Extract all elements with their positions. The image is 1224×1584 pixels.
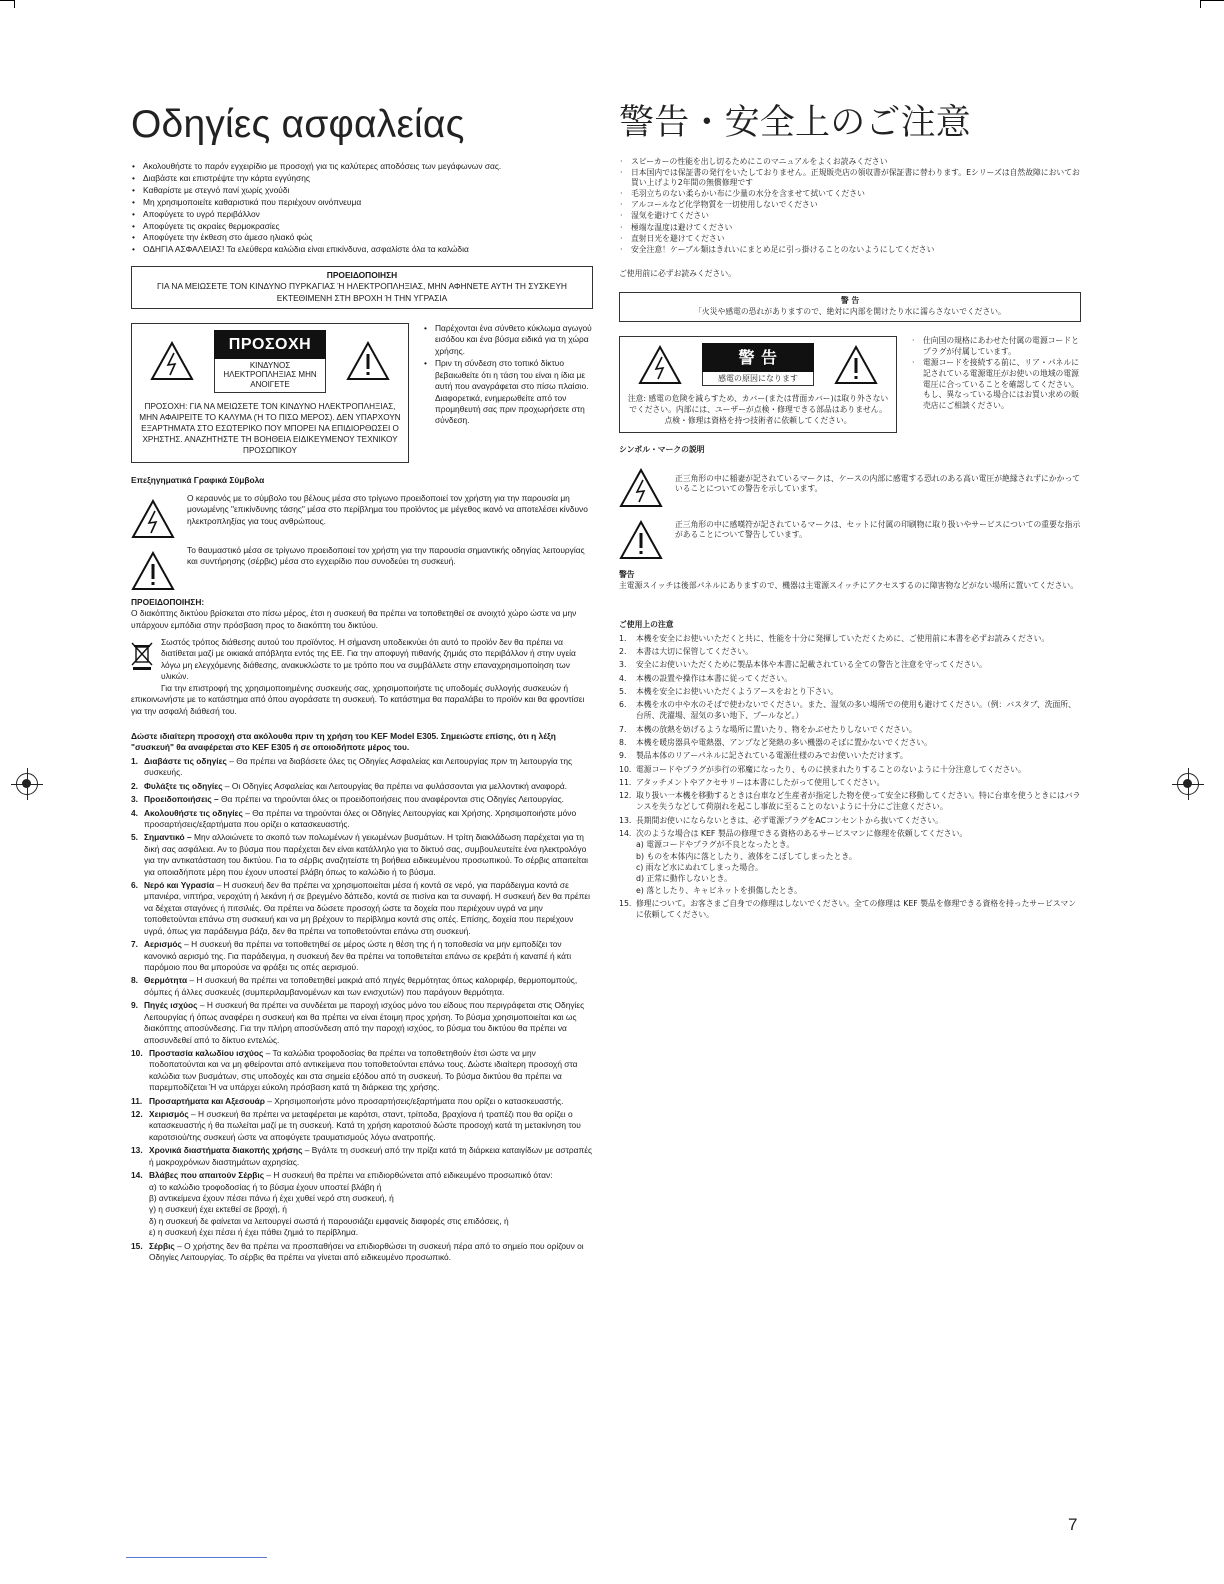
crop-mark	[1200, 0, 1224, 1]
sub-item: α) το καλώδιο τροφοδοσίας ή το βύσμα έχουν υποστεί βλάβη ή	[149, 1181, 382, 1192]
list-item: 1. 本機を安全にお使いいただくと共に、性能を十分に発揮していただくために、ご使用前に本書を必ずお読みください。	[619, 633, 1050, 643]
warning-box-japanese	[619, 292, 1081, 322]
list-item: 3. 安全にお使いいただくために製品本体や本書に記載されている全ての警告と注意を守ってください。	[619, 660, 987, 670]
list-item: 2. 本書は大切に保管してください。	[619, 646, 753, 656]
warn2-heading: 警告	[619, 569, 635, 579]
list-item: • ΟΔΗΓΙΑ ΑΣΦΑΛΕΙΑΣ! Τα ελεύθερα καλώδια είναι επικίνδυνα, ασφαλίστε όλα τα καλώδια	[131, 244, 593, 255]
sub-item: a) 電源コードやプラグが不良となったとき。	[636, 840, 795, 850]
list-item: 11. アタッチメントやアクセサリーは本書にしたがって使用してください。	[619, 777, 885, 787]
symbol-explanation	[131, 545, 593, 591]
list-item: 10. Προστασία καλωδίου ισχύος – Τα καλώδια τροφοδοσίας θα πρέπει να τοποθετηθούν έτσι ώστε να μην ποδοπατούνται και να μη φθείρονται από αντικείμενα που τοποθετούνται επάνω τους. Δώστε ιδιαίτερη προσοχή στα καλώδια των βυσμάτων, στις υποδοχές και στα σημεία εξόδου από τη συσκευή. Το βύσμα δικτύου θα πρέπει να παρεμποδίζεται Ή να υπάρχει εύκολη πρόσβαση κατά τη διάρκεια της χρήσης.	[131, 1047, 578, 1093]
warn2-text: 主電源スイッチは後部パネルにありますので、機器は主電源スイッチにアクセスするのに障害物などがない場所に置いてください。	[619, 581, 1078, 591]
list-item: • Ακολουθήστε το παρόν εγχειρίδιο με προσοχή για τις καλύτερες αποδόσεις των μεγάφωνων σας.	[131, 161, 593, 172]
lightning-triangle-icon	[150, 341, 194, 381]
list-item: 7. Αερισμός – Η συσκευή θα πρέπει να τοποθετηθεί σε μέρος ώστε η θέση της ή η τοποθεσία να μην εμποδίζει τον κανονικό αερισμό της. Για παράδειγμα, η συσκευή δεν θα πρέπει να τοποθετείται επάνω σε κρεβάτι ή καναπέ ή κάτι παρόμοιο που θα μπορούσε να φράξει τις οπές αερισμού.	[131, 939, 572, 972]
prewarn-text: Ο διακόπτης δικτύου βρίσκεται στο πίσω μέρος, έτσι η συσκευή θα πρέπει να τοποθετηθεί σε ανοιχτό χώρο ώστε να μην υπάρχουν εμπόδια στην πρόσβαση προς το διακόπτη του δικτύου.	[131, 608, 577, 630]
sub-item: δ) η συσκευή δε φαίνεται να λειτουργεί σωστά ή παρουσιάζει εμφανείς διαφορές στις επιδόσεις, ή	[149, 1215, 509, 1226]
sub-item: e) 落としたり、キャビネットを損傷したとき。	[636, 885, 802, 895]
weee-text: Σωστός τρόπος διάθεσης αυτού του προϊόντος. Η σήμανση υποδεικνύει ότι αυτό το προϊόν δεν θα πρέπει να διατίθεται μαζί με οικιακά απόβλητα εντός της ΕΕ. Για την αποφυγή πιθανής ζημιάς στο περιβάλλον ή στην υγεία λόγω μη ελεγχόμενης διάθεσης, ανακυκλώστε το με τρόπο που να συμβάλλετε στην επαναχρησιμοποίηση των υλικών.	[161, 637, 576, 682]
list-item: · 電源コードを接続する前に、リア・パネルに記されている電源電圧がお使いの地域の電源電圧に合っていることを確認してください。もし、異なっている場合にはお買い求めの販売店にご相談ください。	[911, 358, 1081, 411]
list-item: 6. 本機を水の中や水のそばで使わないでください。また、湿気の多い場所での使用も避けてください。（例：バスタブ、洗面所、台所、洗濯場、湿気の多い地下、プールなど。）	[619, 700, 1076, 721]
list-item: 4. 本機の設置や操作は本書に従ってください。	[619, 673, 792, 683]
caution-box	[131, 323, 409, 463]
lightning-triangle-icon	[619, 468, 663, 508]
caution-banner: 警 告	[702, 343, 814, 372]
list-item: 14. Βλάβες που απαιτούν Σέρβις – Η συσκευή θα πρέπει να επιδιορθώνεται από ειδικευμένο προσωπικό όταν: α) το καλώδιο τροφοδοσίας ή το βύσμα έχουν υποστεί βλάβη ή β) αντικείμενα έχουν πέσει πάνω ή έχει χυθεί νερό στη συσκευή, ή γ) η συσκευή έχει εκτεθεί σε βροχή, ή δ) η συσκευή δε φαίνεται να λειτουργεί σωστά ή παρουσιάζει εμφανείς διαφορές στις επιδόσεις, ή ε) η συσκευή έχει πέσει ή έχει πάθει ζημιά το περίβλημα.	[131, 1170, 593, 1239]
warning-box-greek	[131, 266, 593, 309]
list-item: 12. Χειρισμός – Η συσκευή θα πρέπει να μεταφέρεται με καρότσι, σταντ, τρίποδα, βραχίονα ή τραπέζι που θα ορίζει ο κατασκευαστής ή θα πωλείται μαζί με τη συσκευή. Κατά τη χρήση καροτσιού δώστε προσοχή κατά τη μετακίνηση του καροτσιού/της συσκευή ώστε να αποφύγετε τραυματισμούς λόγω ανατροπής.	[131, 1109, 581, 1142]
page-title-japanese: 警告・安全上のご注意	[619, 103, 972, 143]
list-item: 12. 取り扱い一本機を移動するときは台車など生産者が指定した物を使って安全に移動してください。特に台車を使うときにはバランスを失うなどして荷崩れを起こし事故に至ることのないように十分にご注意ください。	[619, 791, 1081, 812]
symbols-heading: Επεξηγηματικά Γραφικά Σύμβολα	[131, 475, 265, 486]
caution-banner: ΠΡΟΣΟΧΗ	[214, 330, 326, 359]
weee-section	[131, 637, 593, 683]
crop-mark	[14, 0, 15, 8]
crop-mark	[1200, 0, 1201, 8]
list-item: 13. 長期間お使いにならないときは、必ず電源プラグをACコンセントから抜いてください。	[619, 815, 943, 825]
warning-title: 警 告	[840, 295, 860, 305]
list-item: 3. Προειδοποιήσεις – Θα πρέπει να τηρούνται όλες οι προειδοποιήσεις που αναφέρονται στις Οδηγίες Λειτουργίας.	[131, 794, 564, 805]
sub-item: d) 正常に動作しないとき。	[636, 874, 732, 884]
greek-column	[131, 104, 593, 1266]
usage-heading: ご使用上の注意	[619, 620, 674, 630]
symbol-explanation	[131, 493, 593, 539]
lightning-triangle-icon	[638, 345, 682, 385]
symbol-text: Ο κεραυνός με το σύμβολο του βέλους μέσα στο τρίγωνο προειδοποιεί τον χρήστη για την παρουσία μη μονωμένης "επικίνδυνης τάσης" μέσα στο περίβλημα του προϊόντος με μέγεθος ικανό να αποτελέσει κίνδυνο ηλεκτροπληξίας για τους ανθρώπους.	[187, 492, 588, 526]
caution-small: ΚΙΝΔΥΝΟΣ ΗΛΕΚΤΡΟΠΛΗΞΙΑΣ ΜΗΝ ΑΝΟΙΓΕΤΕ	[214, 359, 326, 393]
list-item: · 毛羽立ちのない柔らかい布に少量の水分を含ませて拭いてください	[619, 189, 1081, 200]
symbol-explanation	[619, 462, 1081, 508]
attention-note: Δώστε ιδιαίτερη προσοχή στα ακόλουθα πριν τη χρήση του KEF Model E305. Σημειώστε επίσης, ότι η λέξη "συσκευή" θα αναφέρεται στο KEF E305 ή σε οποιοδήποτε μέρος του.	[131, 730, 556, 753]
list-item: 8. Θερμότητα – Η συσκευή θα πρέπει να τοποθετηθεί μακριά από πηγές θερμότητας όπως καλοριφέρ, θερμοπομπούς, σόμπες ή άλλες συσκευές (συμπεριλαμβανομένων και των ενισχυτών) που παράγουν θερμότητα.	[131, 975, 578, 997]
pre-read-note: ご使用前に必ずお読みください。	[619, 269, 736, 279]
list-item: · 湿気を避けてください	[619, 211, 1081, 222]
warning-title: ΠΡΟΕΙΔΟΠΟΙΗΣΗ	[326, 269, 398, 280]
registration-mark-left	[16, 773, 38, 795]
caution-section-japanese	[619, 336, 1081, 433]
list-item: 15. 修理について。お客さまご自身での修理はしないでください。全ての修理は KEF 製品を修理できる資格を持ったサービスマンに依頼してください。	[619, 898, 1077, 920]
caution-box	[619, 336, 897, 433]
list-item: 10. 電源コードやプラグが歩行の邪魔になったり、ものに挟まれたりすることのないように十分注意してください。	[619, 764, 1026, 774]
caution-small: 感電の原因になります	[702, 372, 814, 387]
list-item: • Αποφύγετε το υγρό περιβάλλον	[131, 209, 593, 220]
exclamation-triangle-icon	[619, 520, 663, 560]
list-item: · アルコールなど化学物質を一切使用しないでください	[619, 200, 1081, 211]
symbol-text: Το θαυμαστικό μέσα σε τρίγωνο προειδοποιεί τον χρήστη για την παρουσία σημαντικής οδηγίας λειτουργίας και συντήρησης (σέρβις) μέσα στο εγχειρίδιο που συνοδεύει τη συσκευή.	[187, 544, 585, 567]
lightning-triangle-icon	[131, 499, 175, 539]
symbol-explanation	[619, 514, 1081, 560]
crop-mark	[0, 0, 14, 1]
page-number: 7	[1068, 1515, 1078, 1534]
list-item: 5. 本機を安全にお使いいただくようアースをおとり下さい。	[619, 686, 839, 696]
list-item: 5. Σημαντικό – Μην αλλοιώνετε το σκοπό των πολωμένων ή γειωμένων βυσμάτων. Η τρίτη διακλάδωση παρέχεται για τη δική σας ασφάλεια. Αν το βύσμα που παρέχεται δεν είναι κατάλληλο για το δίκτυό σας, συμβουλευτείτε ένα ηλεκτρολόγο για την αντικατάσταση του δικτύου. Για το σέρβις αναζητείστε τη βοήθεια ειδικευμένου προσωπικού. Το σέρβις απαιτείται για οποιαδήποτε μέρη που έχουν υποστεί βλάβη όπως το καλώδιο ή το βύσμα.	[131, 832, 589, 877]
list-item: · 仕向国の規格にあわせた付属の電源コードとプラグが付属しています。	[911, 336, 1081, 357]
list-item: 15. Σέρβις – Ο χρήστης δεν θα πρέπει να προσπαθήσει να επιδιορθώσει τη συσκευή πέρα από το σημείο που ορίζουν οι Οδηγίες Λειτουργίας. Το σέρβις θα πρέπει να γίνεται από ειδικευμένο προσωπικό.	[131, 1240, 584, 1263]
exclamation-triangle-icon	[346, 341, 390, 381]
japanese-column	[619, 104, 1081, 922]
greek-numbered-list	[131, 756, 593, 1264]
caution-text: 注意: 感電の危険を減らすため、カバー(または背面カバー)は取り外さないでください。内部には、ユーザーが点検・修理できる部品はありません。点検・修理は資格を持つ技術者に依頼してください。	[627, 394, 889, 425]
japanese-bullet-list	[619, 157, 1081, 256]
list-item: 11. Προσαρτήματα και Αξεσουάρ – Χρησιμοποιήστε μόνο προσαρτήσεις/εξαρτήματα που ορίζει ο κατασκευαστής.	[131, 1095, 564, 1106]
list-item: · 直射日光を避けてください	[619, 234, 1081, 245]
page-title-greek: Οδηγίες ασφαλείας	[131, 103, 465, 146]
prewarn-heading: ΠΡΟΕΙΔΟΠΟΙΗΣΗ:	[131, 596, 205, 607]
list-item: · 極端な温度は避けてください	[619, 223, 1081, 234]
sub-item: b) ものを本体内に落としたり、液体をこぼしてしまったとき。	[636, 851, 857, 861]
list-item: · スピーカーの性能を出し切るためにこのマニュアルをよくお読みください	[619, 157, 1081, 168]
sub-list	[636, 839, 1081, 895]
caution-side-list	[911, 336, 1081, 411]
list-item: 1. Διαβάστε τις οδηγίες – Θα πρέπει να διαβάσετε όλες τις Οδηγίες Ασφαλείας και Λειτουργίας πριν τη λειτουργία της συσκευής.	[131, 755, 573, 778]
list-item: 6. Νερό και Υγρασία – Η συσκευή δεν θα πρέπει να χρησιμοποιείται μέσα ή κοντά σε νερό, για παράδειγμα κοντά σε μπανιέρα, νιπτήρα, νεροχύτη ή λεκάνη ή σε βρεγμένο δάπεδο, κοντά σε πισίνα και τα συναφή. Η συσκευή δεν θα πρέπει να δέχεται σταγόνες ή πιτσιλιές. Θα πρέπει να δώσετε προσοχή ώστε τα δοχεία που περιέχουν υγρά να μην τοποθετούνται επάνω στη συσκευή και να μη βρέχουν το περίβλημα κοντά στις οπές. Επίσης, δοχεία που περιέχουν υγρά, όπως για παράδειγμα βάζα, δεν θα πρέπει να τοποθετούνται επάνω στη συσκευή.	[131, 880, 590, 936]
sub-list	[149, 1182, 593, 1239]
list-item: 2. Φυλάξτε τις οδηγίες – Οι Οδηγίες Ασφαλείας και Λειτουργίας θα πρέπει να φυλάσσονται για μελλοντική αναφορά.	[131, 780, 567, 791]
symbols-heading: シンボル・マークの説明	[619, 445, 705, 455]
exclamation-triangle-icon	[834, 345, 878, 385]
exclamation-triangle-icon	[131, 551, 175, 591]
list-item: · 日本国内では保証書の発行をいたしておりません。正規販売店の領収書が保証書に替わります。Eシリーズは自然故障においてお買い上げより2年間の無償修理です	[619, 168, 1081, 189]
list-item: • Αποφύγετε τις ακραίες θερμοκρασίες	[131, 221, 593, 232]
list-item: 13. Χρονικά διαστήματα διακοπής χρήσης – Βγάλτε τη συσκευή από την πρίζα κατά τη διάρκεια καταιγίδων με αστραπές ή μακροχρόνιων διαστημάτων αχρησίας.	[131, 1145, 593, 1167]
list-item: 8. 本機を暖房器具や電熱器、アンプなど発熱の多い機器のそばに置かないでください。	[619, 738, 932, 747]
sub-item: c) 雨など水にぬれてしまった場合。	[636, 862, 763, 872]
japanese-numbered-list	[619, 633, 1081, 921]
list-item: • Διαβάστε και επιστρέψτε την κάρτα εγγύησης	[131, 173, 593, 184]
list-item: • Πριν τη σύνδεση στο τοπικό δίκτυο βεβαιωθείτε ότι η τάση του είναι η ίδια με αυτή που αναγράφεται στο πίσω πλαίσιο. Διαφορετικά, ενημερωθείτε από τον προμηθευτή σας πριν προχωρήσετε στη σύνδεση.	[423, 358, 593, 427]
list-item: • Καθαρίστε με στεγνό πανί χωρίς χνούδι	[131, 185, 593, 196]
sub-item: γ) η συσκευή έχει εκτεθεί σε βροχή, ή	[149, 1204, 287, 1215]
list-item: 14. 次のような場合は KEF 製品の修理できる資格のあるサービスマンに修理を依頼してください。 a) 電源コードやプラグが不良となったとき。 b) ものを本体内に落としたり、液体をこぼしてしまったとき。 c) 雨など水にぬれてしまった場合。 d) 正常に動作しないとき。 e) 落としたり、キャビネットを損傷したとき。	[619, 828, 1081, 896]
sub-item: ε) η συσκευή έχει πέσει ή έχει πάθει ζημιά το περίβλημα.	[149, 1227, 359, 1238]
list-item: 7. 本機の放熱を妨げるような場所に置いたり、物をかぶせたりしないでください。	[619, 724, 917, 734]
list-item: 9. Πηγές ισχύος – Η συσκευή θα πρέπει να συνδέεται με παροχή ισχύος μόνο του είδους που περιγράφεται στις Οδηγίες Λειτουργίας ή όπως αναφέρει η συσκευή και θα πρέπει να είναι έτοιμη προς χρήση. Το βύσμα χρησιμοποιείται και ως διακόπτης αποσύνδεσης. Για την πλήρη αποσύνδεση από την παροχή ισχύος, το βύσμα του δικτύου θα πρέπει να αποσυνδεθεί από το δίκτυο εντελώς.	[131, 1000, 585, 1045]
greek-bullet-list	[131, 161, 593, 256]
list-item: 9. 製品本体のリアーパネルに記されている電源仕様のみでお使いいただけます。	[619, 751, 908, 761]
caution-section-greek	[131, 323, 593, 463]
list-item: · 安全注意！ケーブル類はきれいにまとめ足に引っ掛けることのないようにしてください	[619, 245, 1081, 256]
crossed-bin-icon	[131, 641, 153, 671]
list-item: • Παρέχονται ένα σύνθετο κύκλωμα αγωγού εισόδου και ένα βύσμα ειδικά για τη χώρα χρήσης.	[423, 323, 593, 357]
list-item: 4. Ακολουθήστε τις οδηγίες – Θα πρέπει να τηρούνται όλες οι Οδηγίες Λειτουργίας και Χρήσης. Χρησιμοποιήστε μόνο προσαρτήσεις/εξαρτήματα που ορίζει ο κατασκευαστής.	[131, 807, 577, 829]
weee-text-2: Για την επιστροφή της χρησιμοποιημένης συσκευής σας, χρησιμοποιήστε τις υποδομές συλλογής συσκευών ή επικοινωνήστε με το κατάστημα από όπου αγοράσατε τη συσκευή. Το κατάστημα θα παραλάβει το προϊόν και θα φροντίσει για την ασφαλή διάθεσή του.	[131, 682, 585, 716]
sub-item: β) αντικείμενα έχουν πέσει πάνω ή έχει χυθεί νερό στη συσκευή, ή	[149, 1193, 394, 1204]
warning-text: ΓΙΑ ΝΑ ΜΕΙΩΣΕΤΕ ΤΟΝ ΚΙΝΔΥΝΟ ΠΥΡΚΑΓΙΑΣ Ή ΗΛΕΚΤΡΟΠΛΗΞΙΑΣ, ΜΗΝ ΑΦΗΝΕΤΕ ΑΥΤΗ ΤΗ ΣΥΣΚΕΥΗ ΕΚΤΕΘΙΜΕΝΗ ΣΤΗ ΒΡΟΧΗ Ή ΤΗΝ ΥΓΡΑΣΙΑ	[157, 281, 567, 303]
list-item: • Μη χρησιμοποιείτε καθαριστικά που περιέχουν οινόπνευμα	[131, 197, 593, 208]
warning-text: 「火災や感電の恐れがありますので、絶対に内部を開けたり水に濡らさないでください。	[694, 306, 1006, 316]
list-item: • Αποφύγετε την έκθεση στο άμεσο ηλιακό φώς	[131, 232, 593, 243]
registration-mark-right	[1177, 773, 1199, 795]
caution-text: ΠΡΟΣΟΧΗ: ΓΙΑ ΝΑ ΜΕΙΩΣΕΤΕ ΤΟΝ ΚΙΝΔΥΝΟ ΗΛΕΚΤΡΟΠΛΗΞΙΑΣ, ΜΗΝ ΑΦΑΙΡΕΙΤΕ ΤΟ ΚΑΛΥΜΑ (Ή ΤΟ ΠΙΣΩ ΜΕΡΟΣ). ΔΕΝ ΥΠΑΡΧΟΥΝ ΕΞΑΡΤΗΜΑΤΑ ΣΤΟ ΕΣΩΤΕΡΙΚΟ ΠΟΥ ΜΠΟΡΕΙ ΝΑ ΕΠΙΔΙΟΡΘΩΣΕΙ Ο ΧΡΗΣΤΗΣ. ΑΝΑΖΗΤΗΣΤΕ ΤΗ ΒΟΗΘΕΙΑ ΕΙΔΙΚΕΥΜΕΝΟΥ ΤΕΧΝΙΚΟΥ ΠΡΟΣΩΠΙΚΟΥ	[139, 401, 401, 456]
footer-rule	[126, 1557, 267, 1558]
caution-side-list	[423, 323, 593, 427]
symbol-text: 正三角形の中に稲妻が記されているマークは、ケースの内部に感電する恐れのある高い電圧が絶縁されずにかかっていることについての警告を示しています。	[675, 473, 1081, 494]
symbol-text: 正三角形の中に感嘆符が記されているマークは、セットに付属の印刷物に取り扱いやサービスについての重要な指示があることについて警告しています。	[675, 519, 1081, 540]
